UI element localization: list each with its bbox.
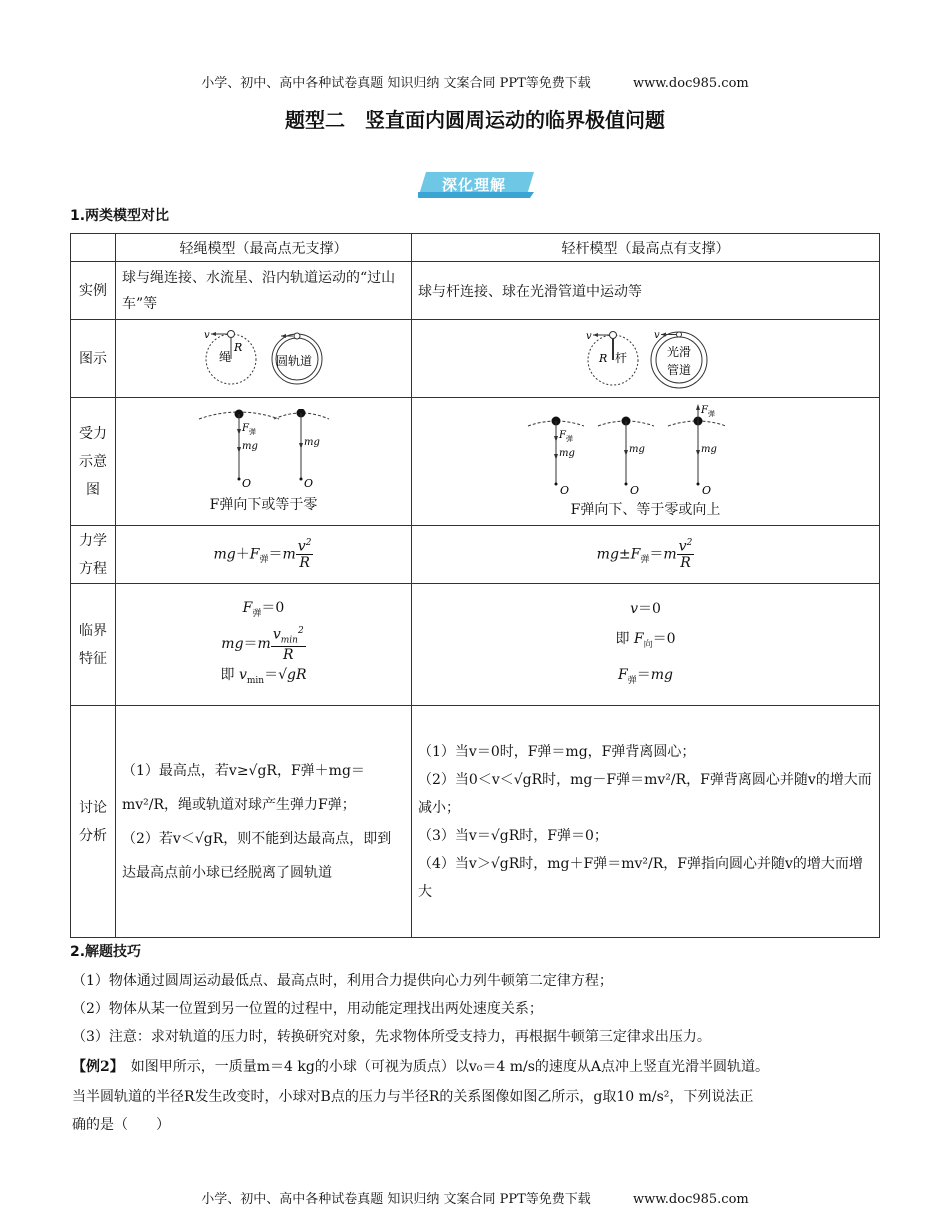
- footer-site[interactable]: www.doc985.com: [632, 1192, 749, 1207]
- figure-rope: [116, 320, 412, 398]
- svg-text:mg: mg: [558, 447, 575, 459]
- rope-discussion-1: （1）最高点，若v≥√gR，F弹＋mg＝mv²/R，绳或轨道对球产生弹力F弹；: [122, 762, 365, 813]
- table-row: [71, 398, 880, 526]
- row-label-equation: 力学方程: [71, 526, 116, 584]
- table-row: [71, 584, 880, 706]
- table-row: [71, 262, 880, 320]
- row-label-force: 受力示意图: [71, 398, 116, 526]
- rope-force-diagram: [194, 409, 334, 489]
- svg-text:光滑: 光滑: [666, 344, 691, 359]
- svg-text:杆: 杆: [614, 350, 627, 365]
- row-label-critical: 临界特征: [71, 584, 116, 706]
- critical-rope: $F_弹=0$ mg＝m $\frac{v_{min}^2}{R}$ 即 $v_{min}=√gR$: [116, 584, 412, 706]
- svg-text:R: R: [598, 351, 607, 365]
- example-text-2: 当半圆轨道的半径R发生改变时，小球对B点的压力与半径R的关系图像如图乙所示，g取10 m/s²，下列说法正: [72, 1089, 754, 1105]
- header-rope-model: 轻绳模型（最高点无支撑）: [116, 234, 412, 262]
- svg-text:O: O: [241, 476, 251, 489]
- example-line-1: [72, 1056, 882, 1078]
- equation-rod: $mg\pm F_弹=m$ $\frac{v^2}{R}$: [412, 526, 880, 584]
- critical-rod: v＝0 即 $F_向=0$ $F_弹=mg$: [412, 584, 880, 706]
- discuss-rope: [116, 706, 412, 938]
- svg-text:mg: mg: [628, 443, 645, 455]
- table-corner: [71, 234, 116, 262]
- rope-discussion-2: （2）若v＜√gR，则不能到达最高点，即到达最高点前小球已经脱离了圆轨道: [122, 830, 392, 881]
- svg-text:mg: mg: [303, 436, 320, 448]
- rod-discussion-4: （4）当v＞√gR时，mg＋F弹＝mv²/R，F弹指向圆心并随v的增大而增大: [418, 855, 863, 900]
- force-rod-caption: F弹向下、等于零或向上: [570, 501, 721, 518]
- section2-heading: 2.解题技巧: [70, 944, 142, 960]
- discuss-rod: [412, 706, 880, 938]
- svg-text:F: F: [558, 429, 566, 441]
- force-rope: [116, 398, 412, 526]
- example-rope: 球与绳连接、水流星、沿内轨道运动的“过山车”等: [116, 262, 412, 320]
- row-label-discuss: 讨论分析: [71, 706, 116, 938]
- svg-text:F: F: [241, 422, 249, 434]
- svg-text:绳: 绳: [218, 349, 231, 364]
- example-text-1: 如图甲所示，一质量m＝4 kg的小球（可视为质点）以v₀＝4 m/s的速度从A点冲上竖直光滑半圆轨道。: [116, 1059, 769, 1075]
- svg-text:R: R: [233, 340, 242, 354]
- example-label: 【例2】: [72, 1059, 117, 1075]
- example-rod: 球与杆连接、球在光滑管道中运动等: [412, 262, 880, 320]
- table-row: [71, 320, 880, 398]
- svg-text:管道: 管道: [666, 362, 691, 377]
- page-footer: [0, 1188, 950, 1207]
- banner-label: 深化理解: [441, 176, 506, 194]
- svg-text:O: O: [303, 476, 313, 489]
- header-text: 小学、初中、高中各种试卷真题 知识归纳 文案合同 PPT等免费下载: [201, 76, 591, 91]
- rod-discussion-1: （1）当v＝0时，F弹＝mg，F弹背离圆心；: [418, 743, 696, 760]
- svg-text:O: O: [629, 483, 639, 496]
- section1-heading: 1.两类模型对比: [70, 208, 170, 224]
- figure-rod: [412, 320, 880, 398]
- svg-text:O: O: [701, 483, 711, 496]
- tip-2: （2）物体从某一位置到另一位置的过程中，用动能定理找出两处速度关系；: [72, 1001, 543, 1017]
- page-title: 题型二 竖直面内圆周运动的临界极值问题: [285, 108, 665, 132]
- tip-1: （1）物体通过圆周运动最低点、最高点时，利用合力提供向心力列牛顿第二定律方程；: [72, 973, 613, 989]
- svg-text:v: v: [585, 330, 592, 342]
- header-rod-model: 轻杆模型（最高点有支撑）: [412, 234, 880, 262]
- equation-rope: $mg+F_弹=m$ $\frac{v^2}{R}$: [116, 526, 412, 584]
- tip-3: （3）注意：求对轨道的压力时，转换研究对象，先求物体所受支持力，再根据牛顿第三定律求出压力。: [72, 1029, 711, 1045]
- svg-text:v: v: [653, 329, 660, 341]
- comparison-table: [70, 233, 880, 938]
- table-row: [71, 526, 880, 584]
- rod-force-diagram: [526, 404, 766, 496]
- force-rod: [412, 398, 880, 526]
- example-text-3: 确的是（ ）: [72, 1117, 170, 1133]
- svg-text:弹: 弹: [248, 427, 256, 436]
- rod-discussion-3: （3）当v＝√gR时，F弹＝0；: [418, 827, 608, 844]
- svg-text:v: v: [203, 329, 210, 341]
- row-label-figure: 图示: [71, 320, 116, 398]
- page-header: [0, 72, 950, 91]
- rope-model-diagram: [199, 327, 329, 387]
- header-site[interactable]: www.doc985.com: [632, 76, 749, 91]
- table-row: [71, 706, 880, 938]
- svg-text:O: O: [559, 483, 569, 496]
- rod-model-diagram: [581, 322, 711, 392]
- force-rope-caption: F弹向下或等于零: [209, 496, 318, 513]
- table-header-row: [71, 234, 880, 262]
- row-label-example: 实例: [71, 262, 116, 320]
- footer-text: 小学、初中、高中各种试卷真题 知识归纳 文案合同 PPT等免费下载: [201, 1192, 591, 1207]
- svg-text:弹: 弹: [707, 409, 715, 418]
- svg-text:mg: mg: [700, 443, 717, 455]
- svg-text:F: F: [700, 404, 708, 416]
- svg-text:mg: mg: [241, 440, 258, 452]
- svg-text:弹: 弹: [565, 434, 573, 443]
- rod-discussion-2: （2）当0＜v＜√gR时，mg－F弹＝mv²/R，F弹背离圆心并随v的增大而减小；: [418, 771, 872, 816]
- svg-text:圆轨道: 圆轨道: [275, 353, 312, 368]
